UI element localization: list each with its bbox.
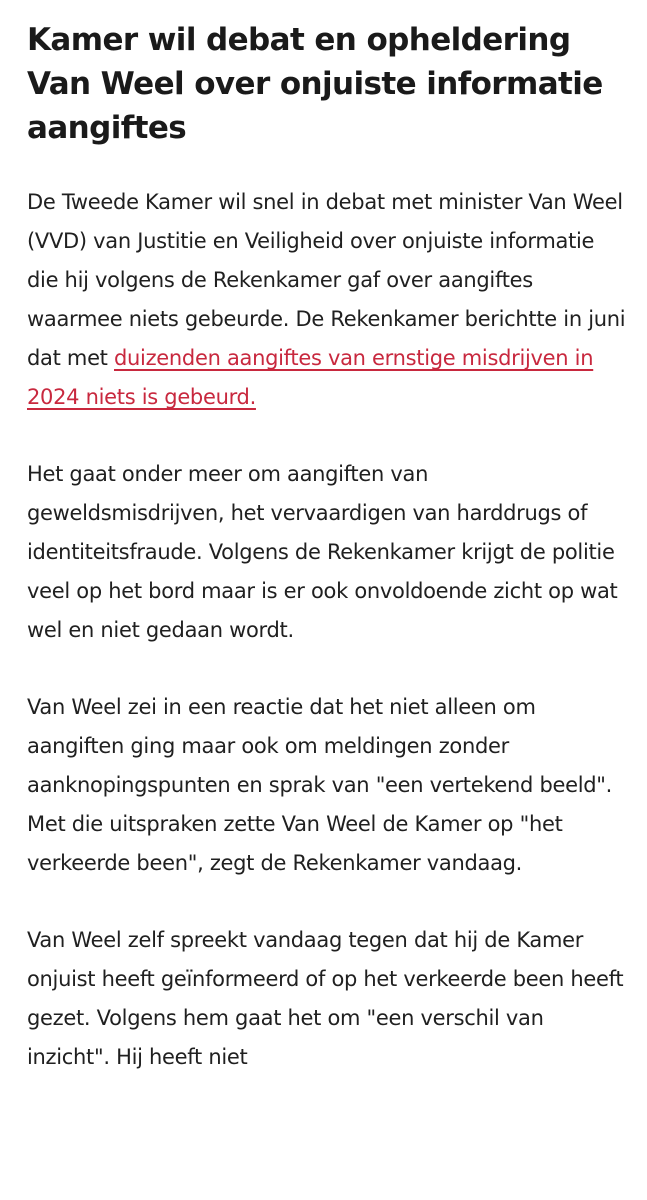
article-paragraph-4: Van Weel zelf spreekt vandaag tegen dat hij de Kamer onjuist heeft geïnformeerd of op het verkeerde been heeft gezet. Volgens hem gaat het om "een verschil van inzicht". Hij heeft niet <box>27 928 624 1069</box>
article-paragraph-1 <box>27 183 627 417</box>
inline-article-link[interactable]: duizenden aangiftes van ernstige misdrijven in 2024 niets is gebeurd. <box>27 346 594 409</box>
article-paragraph-3: Van Weel zei in een reactie dat het niet alleen om aangiften ging maar ook om meldingen zonder aanknopingspunten en sprak van "een vertekend beeld". Met die uitspraken zette Van Weel de Kamer op "het verkeerde been", zegt de Rekenkamer vandaag. <box>27 695 613 875</box>
article <box>27 18 627 1115</box>
paragraph-text: De Tweede Kamer wil snel in debat met minister Van Weel (VVD) van Justitie en Veiligheid over onjuiste informatie die hij volgens de Rekenkamer gaf over aangiftes waarmee niets gebeurde. De Rekenkamer berichtte in juni dat met <box>27 190 626 370</box>
article-paragraph-2: Het gaat onder meer om aangiften van geweldsmisdrijven, het vervaardigen van harddrugs of identiteitsfraude. Volgens de Rekenkamer krijgt de politie veel op het bord maar is er ook onvoldoende zicht op wat wel en niet gedaan wordt. <box>27 462 618 642</box>
article-headline: Kamer wil debat en opheldering Van Weel over onjuiste informatie aangiftes <box>27 22 603 146</box>
